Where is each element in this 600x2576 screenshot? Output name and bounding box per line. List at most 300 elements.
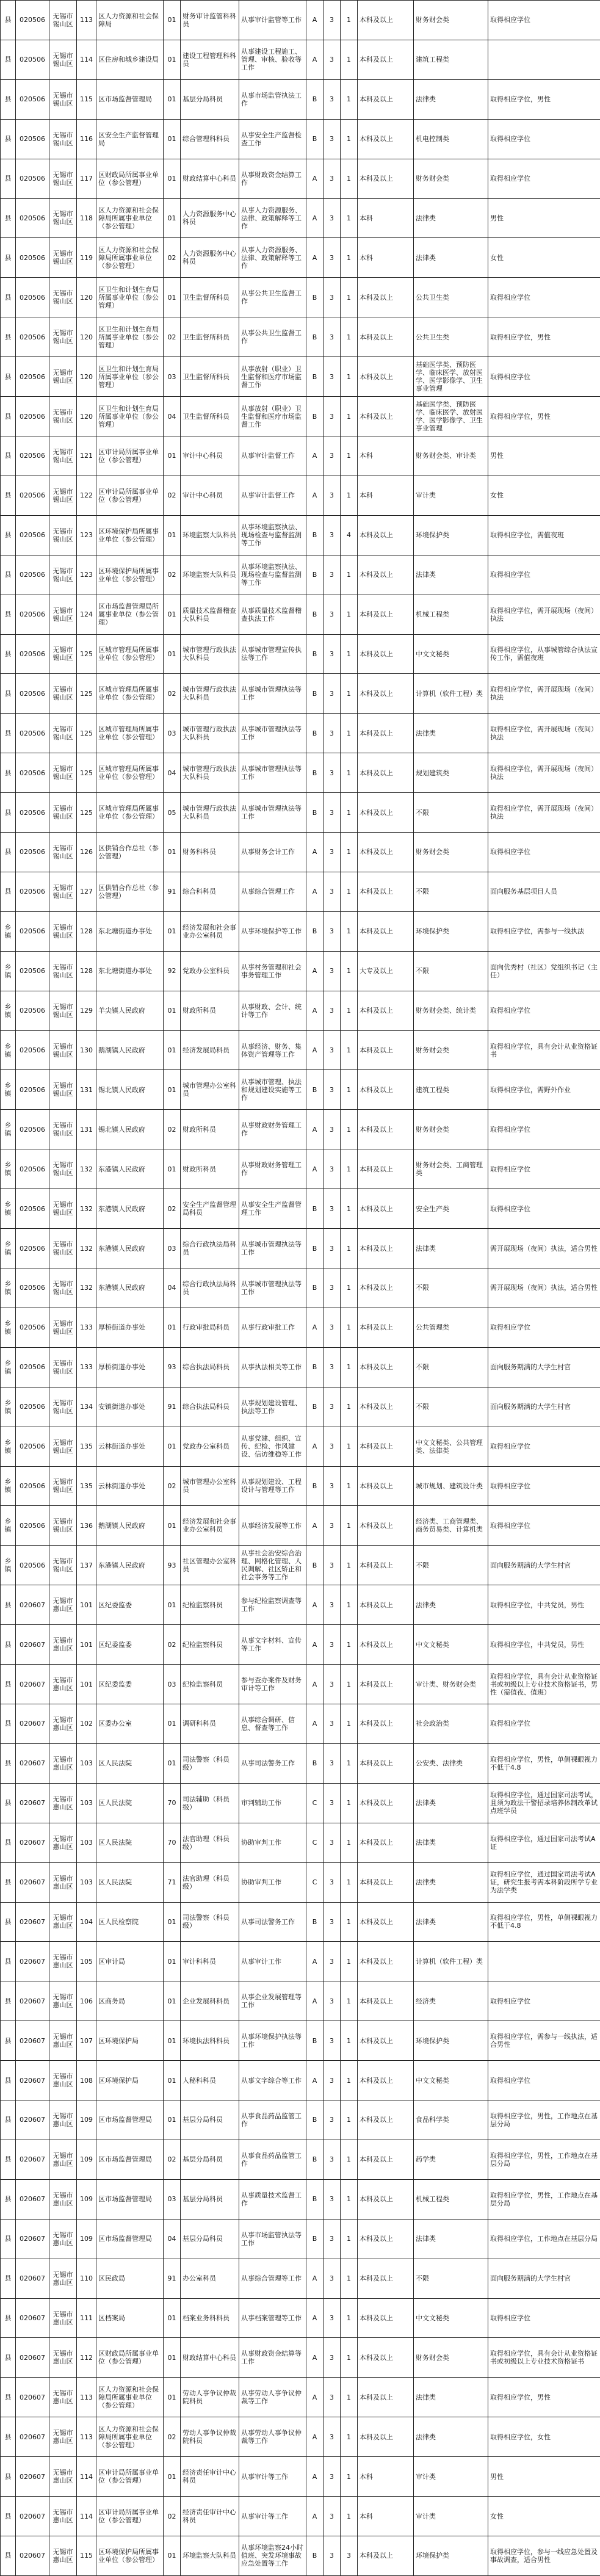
major-cell: 法律类 — [414, 238, 488, 278]
position-code-cell: 91 — [164, 872, 181, 911]
position-cell: 企业发展科科员 — [181, 1981, 239, 2021]
position-code-cell: 02 — [164, 2140, 181, 2179]
education-cell: 本科及以上 — [358, 2140, 414, 2179]
type-cell: 3 — [323, 79, 341, 119]
level-cell: 县 — [1, 2061, 16, 2100]
count-cell: 1 — [341, 1902, 358, 1942]
position-code-cell: 71 — [164, 1862, 181, 1902]
region-cell: 无锡市锡山区 — [49, 991, 77, 1030]
count-cell: 1 — [341, 595, 358, 634]
duties-cell: 从事财政、会计、统计等工作 — [239, 991, 306, 1030]
position-cell: 财政结算中心科员 — [181, 159, 239, 198]
unit-cell: 羊尖镇人民政府 — [96, 991, 164, 1030]
level-cell: 县 — [1, 2536, 16, 2576]
region-cell: 无锡市惠山区 — [49, 2536, 77, 2576]
code-cell: 020506 — [16, 1387, 49, 1427]
count-cell: 1 — [341, 1704, 358, 1743]
position-code-cell: 01 — [164, 278, 181, 317]
count-cell: 1 — [341, 634, 358, 674]
count-cell: 1 — [341, 2259, 358, 2298]
category-cell: A — [306, 2259, 323, 2298]
count-cell: 1 — [341, 1, 358, 40]
duties-cell: 从事财政资金结算工作 — [239, 159, 306, 198]
region-cell: 无锡市惠山区 — [49, 2378, 77, 2417]
table-row — [1, 1743, 600, 1783]
level-cell: 县 — [1, 2497, 16, 2536]
code-cell: 020506 — [16, 278, 49, 317]
education-cell: 大专及以上 — [358, 951, 414, 991]
code-cell: 020607 — [16, 2338, 49, 2378]
region-cell: 无锡市锡山区 — [49, 833, 77, 872]
position-code-cell: 01 — [164, 1427, 181, 1466]
code-cell: 020506 — [16, 595, 49, 634]
table-row — [1, 2378, 600, 2417]
major-cell: 审计类 — [414, 2497, 488, 2536]
code-cell: 020506 — [16, 911, 49, 951]
table-row — [1, 753, 600, 793]
region-cell: 无锡市惠山区 — [49, 1585, 77, 1625]
level-cell: 县 — [1, 753, 16, 793]
code-cell: 020506 — [16, 1268, 49, 1308]
unit-cell: 区纪委监委 — [96, 1625, 164, 1665]
count-cell: 1 — [341, 1783, 358, 1823]
level-cell: 县 — [1, 1, 16, 40]
position-cell: 财务科科员 — [181, 833, 239, 872]
requirement-cell: 取得相应学位，工作地点在基层分局 — [488, 2219, 600, 2259]
type-cell: 3 — [323, 753, 341, 793]
duties-cell: 从事环境监察24小时值班、突发环境事故应急处置等工作 — [239, 2536, 306, 2576]
region-cell: 无锡市惠山区 — [49, 2457, 77, 2497]
count-cell: 1 — [341, 793, 358, 833]
duties-cell: 从事人力资源服务、法律、政策解释等工作 — [239, 238, 306, 278]
education-cell: 本科 — [358, 476, 414, 515]
category-cell: A — [306, 1704, 323, 1743]
code-cell: 020506 — [16, 40, 49, 79]
position-code-cell: 02 — [164, 476, 181, 515]
position-cell: 综合管理科科员 — [181, 119, 239, 159]
major-cell: 法律类 — [414, 1902, 488, 1942]
requirement-cell: 取得相应学位，参与一线应急处置及事故调查，适合男性 — [488, 2536, 600, 2576]
unit-cell: 区住房和城乡建设局 — [96, 40, 164, 79]
unit-cell: 区环境保护局 — [96, 2061, 164, 2100]
count-cell: 1 — [341, 159, 358, 198]
region-cell: 无锡市锡山区 — [49, 79, 77, 119]
unit-code-cell: 132 — [77, 1149, 96, 1189]
unit-cell: 区审计局所属事业单位（参公管理） — [96, 476, 164, 515]
position-code-cell: 02 — [164, 1466, 181, 1506]
code-cell: 020607 — [16, 1942, 49, 1981]
code-cell: 020607 — [16, 1862, 49, 1902]
unit-cell: 区卫生和计划生育局所属事业单位（参公管理） — [96, 278, 164, 317]
type-cell: 3 — [323, 1149, 341, 1189]
type-cell: 3 — [323, 2417, 341, 2457]
duties-cell: 从事人力资源服务、法律、政策解释等工作 — [239, 198, 306, 238]
code-cell: 020607 — [16, 2259, 49, 2298]
duties-cell: 从事安全生产监督检查工作 — [239, 119, 306, 159]
position-cell: 综合科科员 — [181, 872, 239, 911]
code-cell: 020506 — [16, 238, 49, 278]
position-cell: 审计中心科员 — [181, 436, 239, 476]
duties-cell: 从事劳动人事争议仲裁等工作 — [239, 2378, 306, 2417]
major-cell: 建筑工程类 — [414, 1070, 488, 1110]
count-cell: 1 — [341, 2021, 358, 2061]
unit-code-cell: 118 — [77, 198, 96, 238]
level-cell: 乡镇 — [1, 951, 16, 991]
major-cell: 法律类 — [414, 198, 488, 238]
position-cell: 纪检监察科员 — [181, 1665, 239, 1704]
duties-cell: 从事城市管理执法等工作 — [239, 793, 306, 833]
count-cell: 1 — [341, 1585, 358, 1625]
table-row — [1, 1704, 600, 1743]
table-row — [1, 2417, 600, 2457]
category-cell: B — [306, 2021, 323, 2061]
category-cell: B — [306, 793, 323, 833]
position-cell: 劳动人事争议仲裁院科员 — [181, 2378, 239, 2417]
category-cell: B — [306, 1387, 323, 1427]
count-cell: 1 — [341, 317, 358, 357]
position-code-cell: 02 — [164, 555, 181, 595]
major-cell: 不限 — [414, 1268, 488, 1308]
type-cell: 3 — [323, 951, 341, 991]
unit-cell: 东港镇人民政府 — [96, 1189, 164, 1229]
education-cell: 本科及以上 — [358, 1942, 414, 1981]
level-cell: 乡镇 — [1, 1308, 16, 1347]
code-cell: 020506 — [16, 1347, 49, 1387]
duties-cell: 从事市场监管执法等工作 — [239, 2219, 306, 2259]
position-cell: 安全生产监督管理局科员 — [181, 1189, 239, 1229]
count-cell: 1 — [341, 833, 358, 872]
education-cell: 本科及以上 — [358, 833, 414, 872]
position-cell: 基层分局科员 — [181, 79, 239, 119]
requirement-cell: 取得相应学位，男性 — [488, 79, 600, 119]
education-cell: 本科及以上 — [358, 1704, 414, 1743]
count-cell: 1 — [341, 1189, 358, 1229]
region-cell: 无锡市惠山区 — [49, 2497, 77, 2536]
education-cell: 本科及以上 — [358, 2219, 414, 2259]
region-cell: 无锡市锡山区 — [49, 793, 77, 833]
type-cell: 3 — [323, 476, 341, 515]
major-cell: 审计类、财务财会类 — [414, 1665, 488, 1704]
major-cell: 法律类 — [414, 2378, 488, 2417]
code-cell: 020506 — [16, 1229, 49, 1268]
category-cell: B — [306, 911, 323, 951]
count-cell: 1 — [341, 1506, 358, 1546]
count-cell: 1 — [341, 1030, 358, 1070]
category-cell: B — [306, 2219, 323, 2259]
duties-cell: 从事公共卫生监督工作 — [239, 278, 306, 317]
count-cell: 1 — [341, 1823, 358, 1862]
education-cell: 本科及以上 — [358, 1625, 414, 1665]
position-cell: 档案业务科科员 — [181, 2298, 239, 2338]
code-cell: 020607 — [16, 1625, 49, 1665]
code-cell: 020506 — [16, 79, 49, 119]
category-cell: B — [306, 2179, 323, 2219]
position-cell: 经济发展和社会事业办公室科员 — [181, 911, 239, 951]
major-cell: 食品科学类 — [414, 2100, 488, 2140]
duties-cell: 从事企业发展管理等工作 — [239, 1981, 306, 2021]
region-cell: 无锡市锡山区 — [49, 119, 77, 159]
region-cell: 无锡市惠山区 — [49, 1823, 77, 1862]
requirement-cell: 男性 — [488, 198, 600, 238]
position-cell: 综合行政执法局科员 — [181, 1268, 239, 1308]
position-code-cell: 04 — [164, 753, 181, 793]
count-cell: 1 — [341, 1466, 358, 1506]
position-code-cell: 01 — [164, 119, 181, 159]
level-cell: 乡镇 — [1, 1268, 16, 1308]
table-row — [1, 1229, 600, 1268]
duties-cell: 从事劳动人事争议仲裁等工作 — [239, 2417, 306, 2457]
duties-cell: 从事财政财务管理工作 — [239, 1110, 306, 1149]
type-cell: 3 — [323, 833, 341, 872]
type-cell: 3 — [323, 1823, 341, 1862]
level-cell: 县 — [1, 436, 16, 476]
unit-code-cell: 121 — [77, 436, 96, 476]
position-cell: 卫生监督所科员 — [181, 397, 239, 436]
position-cell: 城市管理行政执法大队科员 — [181, 674, 239, 714]
table-row — [1, 1070, 600, 1110]
count-cell: 1 — [341, 2298, 358, 2338]
duties-cell: 从事审计监管等工作 — [239, 1, 306, 40]
unit-cell: 区人民法院 — [96, 1823, 164, 1862]
type-cell: 3 — [323, 674, 341, 714]
region-cell: 无锡市惠山区 — [49, 2021, 77, 2061]
region-cell: 无锡市锡山区 — [49, 595, 77, 634]
position-code-cell: 91 — [164, 2259, 181, 2298]
unit-code-cell: 101 — [77, 1585, 96, 1625]
requirement-cell: 取得相应学位 — [488, 1110, 600, 1149]
requirement-cell: 取得相应学位 — [488, 119, 600, 159]
position-code-cell: 01 — [164, 991, 181, 1030]
type-cell: 3 — [323, 1387, 341, 1427]
duties-cell: 从事环境监察执法、现场检查与监督监测等工作 — [239, 555, 306, 595]
region-cell: 无锡市锡山区 — [49, 555, 77, 595]
unit-cell: 云林街道办事处 — [96, 1427, 164, 1466]
unit-code-cell: 109 — [77, 2100, 96, 2140]
type-cell: 3 — [323, 634, 341, 674]
unit-cell: 区人力资源和社会保障局所属事业单位（参公管理） — [96, 198, 164, 238]
count-cell: 1 — [341, 278, 358, 317]
unit-code-cell: 125 — [77, 714, 96, 753]
major-cell: 环境保护类 — [414, 2021, 488, 2061]
type-cell: 3 — [323, 357, 341, 397]
education-cell: 本科及以上 — [358, 2100, 414, 2140]
code-cell: 020506 — [16, 991, 49, 1030]
level-cell: 县 — [1, 2021, 16, 2061]
table-row — [1, 1506, 600, 1546]
category-cell: A — [306, 1506, 323, 1546]
requirement-cell: 取得相应学位，具有会计从业资格证书或初级以上专业技术资格证书，男性（需值夜、值班） — [488, 1665, 600, 1704]
major-cell: 公共卫生类 — [414, 278, 488, 317]
region-cell: 无锡市锡山区 — [49, 357, 77, 397]
education-cell: 本科及以上 — [358, 1427, 414, 1466]
code-cell: 020506 — [16, 436, 49, 476]
table-row — [1, 1585, 600, 1625]
region-cell: 无锡市锡山区 — [49, 1347, 77, 1387]
region-cell: 无锡市锡山区 — [49, 872, 77, 911]
region-cell: 无锡市锡山区 — [49, 40, 77, 79]
code-cell: 020506 — [16, 159, 49, 198]
region-cell: 无锡市锡山区 — [49, 1110, 77, 1149]
education-cell: 本科及以上 — [358, 555, 414, 595]
major-cell: 法律类 — [414, 555, 488, 595]
education-cell: 本科及以上 — [358, 1546, 414, 1585]
major-cell: 财务财会类 — [414, 833, 488, 872]
duties-cell: 从事财政财务管理工作 — [239, 1149, 306, 1189]
position-code-cell: 01 — [164, 1070, 181, 1110]
code-cell: 020607 — [16, 2378, 49, 2417]
unit-cell: 区审计局所属事业单位（参公管理） — [96, 436, 164, 476]
unit-code-cell: 115 — [77, 2536, 96, 2576]
position-code-cell: 02 — [164, 1189, 181, 1229]
position-cell: 基层分局科员 — [181, 2140, 239, 2179]
type-cell: 3 — [323, 2061, 341, 2100]
table-row — [1, 1030, 600, 1070]
position-code-cell: 91 — [164, 1387, 181, 1427]
unit-cell: 区人民法院 — [96, 1862, 164, 1902]
type-cell: 3 — [323, 1783, 341, 1823]
duties-cell: 从事文字综合等工作 — [239, 2061, 306, 2100]
position-code-cell: 01 — [164, 1981, 181, 2021]
unit-cell: 区审计局所属事业单位（参公管理） — [96, 2457, 164, 2497]
unit-cell: 区市场监督管理局 — [96, 2219, 164, 2259]
code-cell: 020506 — [16, 1427, 49, 1466]
unit-cell: 区纪委监委 — [96, 1585, 164, 1625]
duties-cell: 从事环境监察执法、现场检查与监督监测等工作 — [239, 515, 306, 555]
duties-cell: 从事财政资金结算等工作 — [239, 2338, 306, 2378]
level-cell: 乡镇 — [1, 911, 16, 951]
count-cell: 1 — [341, 1149, 358, 1189]
table-row — [1, 40, 600, 79]
education-cell: 本科及以上 — [358, 2298, 414, 2338]
education-cell: 本科及以上 — [358, 357, 414, 397]
education-cell: 本科及以上 — [358, 2378, 414, 2417]
position-cell: 基层分局科员 — [181, 2219, 239, 2259]
type-cell: 3 — [323, 1743, 341, 1783]
unit-code-cell: 131 — [77, 1110, 96, 1149]
duties-cell: 从事环境保护执法等工作 — [239, 2021, 306, 2061]
requirement-cell: 取得相应学位 — [488, 1427, 600, 1466]
unit-code-cell: 103 — [77, 1862, 96, 1902]
position-cell: 法官助理（科员级） — [181, 1823, 239, 1862]
position-code-cell: 02 — [164, 2497, 181, 2536]
category-cell: B — [306, 1546, 323, 1585]
position-cell: 城市管理行政执法大队科员 — [181, 714, 239, 753]
region-cell: 无锡市惠山区 — [49, 2259, 77, 2298]
major-cell: 财务财会类、统计类 — [414, 991, 488, 1030]
table-row — [1, 1902, 600, 1942]
table-row — [1, 951, 600, 991]
type-cell: 3 — [323, 515, 341, 555]
position-cell: 城市管理行政执法大队科员 — [181, 793, 239, 833]
unit-cell: 区市场监督管理局 — [96, 79, 164, 119]
region-cell: 无锡市锡山区 — [49, 1308, 77, 1347]
requirement-cell: 取得相应学位 — [488, 833, 600, 872]
type-cell: 3 — [323, 991, 341, 1030]
table-row — [1, 436, 600, 476]
duties-cell: 从事村务管理和社会事务管理工作 — [239, 951, 306, 991]
education-cell: 本科及以上 — [358, 1506, 414, 1546]
table-row — [1, 317, 600, 357]
type-cell: 3 — [323, 2100, 341, 2140]
duties-cell: 从事规划建设、工程设计与管理等工作 — [239, 1466, 306, 1506]
code-cell: 020607 — [16, 2140, 49, 2179]
position-cell: 党政办公室科员 — [181, 1427, 239, 1466]
education-cell: 本科及以上 — [358, 1783, 414, 1823]
level-cell: 县 — [1, 714, 16, 753]
unit-cell: 区人民检察院 — [96, 1902, 164, 1942]
unit-cell: 区供销合作总社（参公管理） — [96, 833, 164, 872]
unit-code-cell: 101 — [77, 1625, 96, 1665]
unit-code-cell: 125 — [77, 674, 96, 714]
code-cell: 020607 — [16, 1981, 49, 2021]
requirement-cell: 取得相应学位，男性 — [488, 397, 600, 436]
type-cell: 3 — [323, 1030, 341, 1070]
unit-cell: 区纪委监委 — [96, 1665, 164, 1704]
unit-cell: 区人民法院 — [96, 1783, 164, 1823]
region-cell: 无锡市惠山区 — [49, 1942, 77, 1981]
type-cell: 3 — [323, 2179, 341, 2219]
duties-cell: 从事建设工程施工、管理、审核、验收等工作 — [239, 40, 306, 79]
table-row — [1, 198, 600, 238]
position-code-cell: 02 — [164, 674, 181, 714]
position-code-cell: 01 — [164, 1506, 181, 1546]
type-cell: 3 — [323, 2338, 341, 2378]
category-cell: A — [306, 1149, 323, 1189]
requirement-cell: 面向优秀村（社区）党组织书记（主任） — [488, 951, 600, 991]
region-cell: 无锡市惠山区 — [49, 1704, 77, 1743]
unit-cell: 区人力资源和社会保障局 — [96, 1, 164, 40]
type-cell: 3 — [323, 555, 341, 595]
position-cell: 司法警察（科员级） — [181, 1902, 239, 1942]
code-cell: 020607 — [16, 2179, 49, 2219]
category-cell: A — [306, 2378, 323, 2417]
count-cell: 1 — [341, 2061, 358, 2100]
position-code-cell: 01 — [164, 198, 181, 238]
unit-code-cell: 111 — [77, 2298, 96, 2338]
unit-code-cell: 135 — [77, 1466, 96, 1506]
requirement-cell: 取得相应学位 — [488, 1308, 600, 1347]
category-cell: B — [306, 1268, 323, 1308]
major-cell: 城市规划、建筑设计类 — [414, 1466, 488, 1506]
level-cell: 县 — [1, 278, 16, 317]
region-cell: 无锡市锡山区 — [49, 1189, 77, 1229]
position-code-cell: 01 — [164, 1743, 181, 1783]
level-cell: 县 — [1, 357, 16, 397]
region-cell: 无锡市惠山区 — [49, 2338, 77, 2378]
code-cell: 020506 — [16, 198, 49, 238]
requirement-cell: 取得相应学位，女性 — [488, 2417, 600, 2457]
table-row — [1, 1546, 600, 1585]
education-cell: 本科及以上 — [358, 515, 414, 555]
category-cell: A — [306, 991, 323, 1030]
position-cell: 财政结算中心科员 — [181, 2338, 239, 2378]
level-cell: 县 — [1, 515, 16, 555]
region-cell: 无锡市锡山区 — [49, 238, 77, 278]
unit-cell: 云林街道办事处 — [96, 1466, 164, 1506]
requirement-cell: 男性 — [488, 2457, 600, 2497]
region-cell: 无锡市惠山区 — [49, 1902, 77, 1942]
major-cell: 机械工程类 — [414, 595, 488, 634]
category-cell: A — [306, 1981, 323, 2021]
level-cell: 县 — [1, 1862, 16, 1902]
unit-cell: 区卫生和计划生育局所属事业单位（参公管理） — [96, 357, 164, 397]
education-cell: 本科及以上 — [358, 2259, 414, 2298]
unit-code-cell: 132 — [77, 1229, 96, 1268]
major-cell: 环境保护类 — [414, 2536, 488, 2576]
unit-cell: 区审计局所属事业单位（参公管理） — [96, 2497, 164, 2536]
major-cell: 建筑工程类 — [414, 40, 488, 79]
position-code-cell: 01 — [164, 2457, 181, 2497]
